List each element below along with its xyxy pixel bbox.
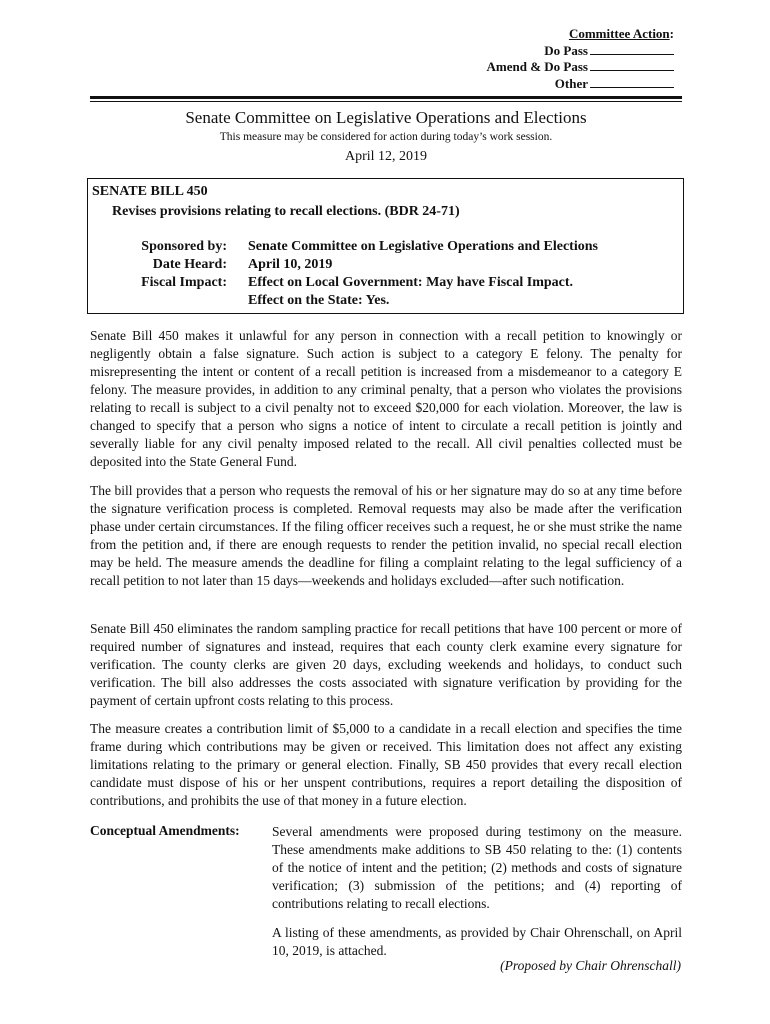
- conceptual-amendments-label: Conceptual Amendments:: [90, 823, 240, 838]
- amend-do-pass-blank: [590, 59, 674, 71]
- body-paragraph-3: Senate Bill 450 eliminates the random sampling practice for recall petitions that have 100 percent or more of required number of signatures and instead, requires that each county clerk examine every signature for verification. The county clerks are given 20 days, excluding weekends and holidays, to conduct such verification. The bill also addresses the costs associated with signature verification by providing for the payment of certain upfront costs relating to this process.: [90, 621, 682, 708]
- committee-action-colon: :: [669, 26, 674, 41]
- bill-summary: Revises provisions relating to recall elections. (BDR 24-71): [112, 204, 460, 219]
- header-rule-thick: [90, 96, 682, 99]
- sponsored-label: Sponsored by:: [141, 239, 227, 254]
- do-pass-label: Do Pass: [544, 42, 588, 58]
- session-date: April 12, 2019: [344, 149, 428, 164]
- fiscal-impact-label: Fiscal Impact:: [141, 275, 227, 290]
- bill-number: SENATE BILL 450: [92, 184, 208, 199]
- other-label: Other: [554, 75, 588, 91]
- committee-action-title: Committee Action: [568, 26, 670, 41]
- committee-action-block: [487, 26, 674, 92]
- amendments-text: Several amendments were proposed during testimony on the measure. These amendments make additions to SB 450 relating to the: (1) contents of the notice of intent and the petition; (2) methods and costs of signature verification; (3) submission of the petitions; and (4) reporting of contributions relating to recall elections.: [272, 824, 682, 911]
- other-row: [487, 76, 674, 93]
- body-paragraph-1: Senate Bill 450 makes it unlawful for any person in connection with a recall petition to knowingly or negligently obtain a false signature. Such action is subject to a category E felony. The penalty for misrepresenting the intent or content of a recall petition is increased from a misdemeanor to a category E felony. The measure provides, in addition to any criminal penalty, that a person who violates the provisions relating to recall is subject to a civil penalty not to exceed $20,000 for each violation. Moreover, the law is changed to specify that a person who signs a notice of intent to circulate a recall petition is jointly and severally liable for any civil penalty imposed related to the recall. All civil penalties collected must be deposited into the State General Fund.: [90, 328, 682, 469]
- proposed-by: (Proposed by Chair Ohrenschall): [500, 958, 681, 973]
- header-rule-thin: [90, 101, 682, 102]
- amend-do-pass-row: [487, 59, 674, 76]
- amend-do-pass-label: Amend & Do Pass: [486, 59, 588, 74]
- bill-summary-box: [87, 178, 684, 314]
- amendments-listing: A listing of these amendments, as provided by Chair Ohrenschall, on April 10, 2019, is attached.: [272, 925, 682, 958]
- committee-title: Senate Committee on Legislative Operations and Elections: [185, 108, 587, 127]
- body-paragraph-2: The bill provides that a person who requests the removal of his or her signature may do so at any time before the signature verification process is completed. Removal requests may also be made after the verification phase under certain circumstances. If the filing officer receives such a request, he or she must strike the name from the petition and, if there are enough requests to render the petition invalid, no special recall election may be held. The measure amends the deadline for filing a complaint relating to the legal sufficiency of a recall petition to not later than 15 days—weekends and holidays excluded—after such notification.: [90, 483, 682, 588]
- do-pass-blank: [590, 43, 674, 55]
- do-pass-row: [487, 43, 674, 60]
- fiscal-impact-state: Effect on the State: Yes.: [248, 293, 390, 308]
- fiscal-impact-local: Effect on Local Government: May have Fiscal Impact.: [248, 275, 574, 290]
- date-heard-label: Date Heard:: [152, 257, 227, 272]
- body-paragraph-4: The measure creates a contribution limit of $5,000 to a candidate in a recall election and specifies the time frame during which contributions may be given or received. This limitation does not affect any existing limitations relating to the primary or general election. Finally, SB 450 provides that every recall election candidate must dispose of his or her unspent contributions, requires a report detailing the disposition of contributions, and prohibits the use of that money in a future election.: [90, 721, 682, 808]
- work-session-note: This measure may be considered for action during today’s work session.: [219, 131, 553, 143]
- date-heard-value: April 10, 2019: [248, 257, 333, 272]
- sponsored-value: Senate Committee on Legislative Operations and Elections: [248, 239, 598, 254]
- other-blank: [590, 76, 674, 88]
- committee-action-heading: [487, 26, 674, 43]
